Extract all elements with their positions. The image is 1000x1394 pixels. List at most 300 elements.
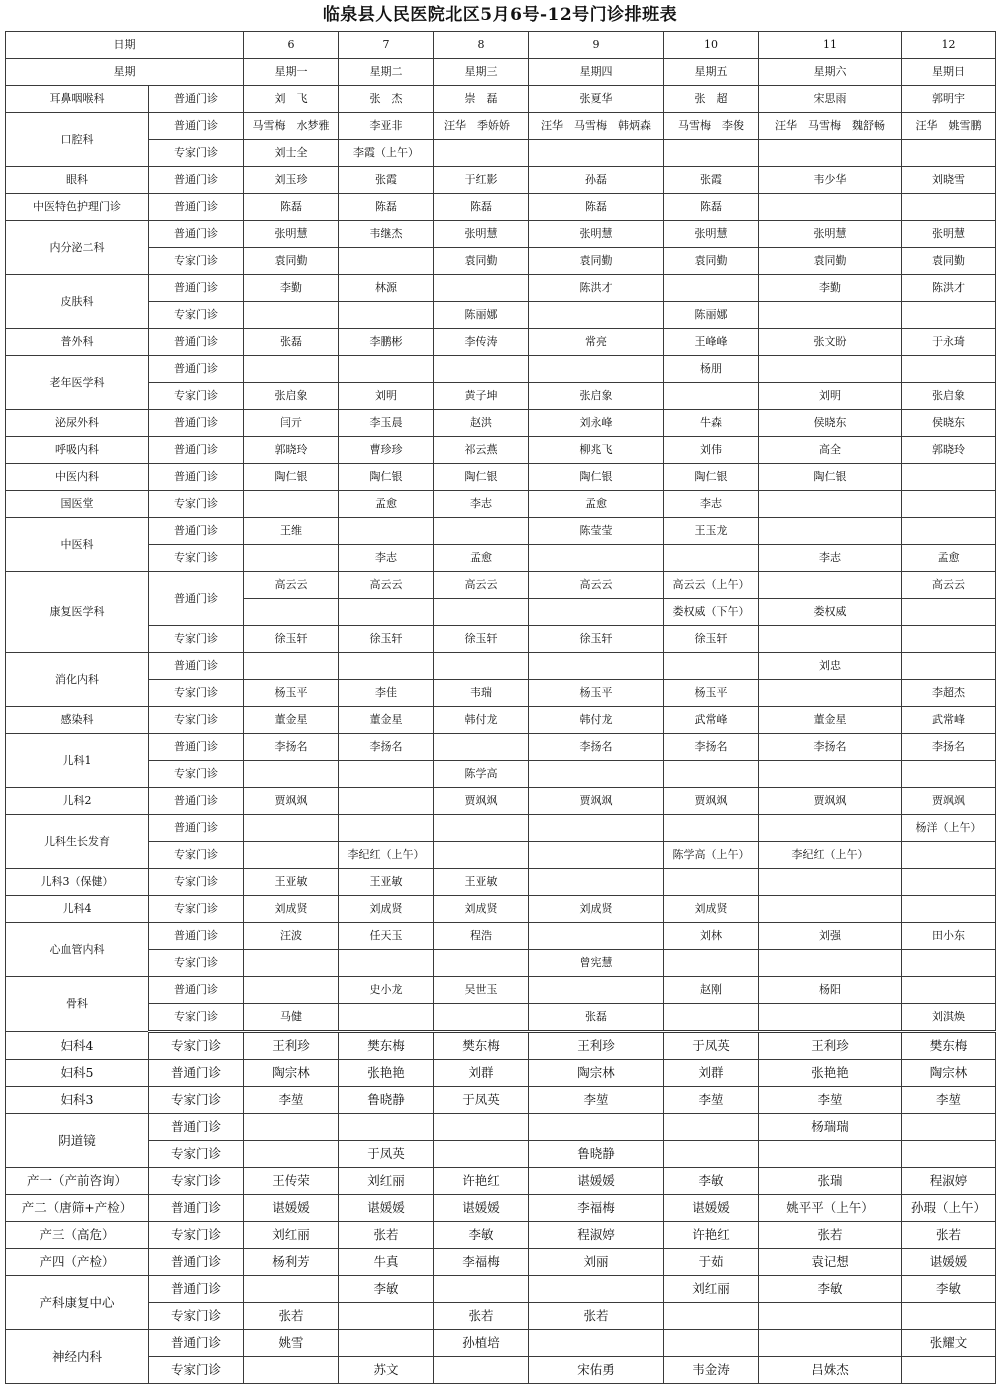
doctor-cell: 李敏	[664, 1168, 759, 1195]
weekday-cell: 星期五	[664, 59, 759, 86]
doctor-cell	[434, 1114, 529, 1141]
clinic-type-cell: 专家门诊	[149, 1141, 244, 1168]
doctor-cell: 崇 磊	[434, 86, 529, 113]
doctor-cell: 闫亓	[244, 410, 339, 437]
doctor-cell: 刘玉珍	[244, 167, 339, 194]
doctor-cell: 刘群	[434, 1060, 529, 1087]
doctor-cell: 张霞	[339, 167, 434, 194]
doctor-cell	[434, 734, 529, 761]
doctor-cell	[434, 1141, 529, 1168]
doctor-cell: 陈洪才	[529, 275, 664, 302]
doctor-cell: 吴世玉	[434, 977, 529, 1004]
doctor-cell: 张明慧	[664, 221, 759, 248]
doctor-cell	[529, 653, 664, 680]
schedule-row	[6, 464, 996, 491]
doctor-cell	[529, 977, 664, 1004]
doctor-cell: 徐玉轩	[664, 626, 759, 653]
weekday-cell: 星期六	[759, 59, 902, 86]
doctor-cell: 陶仁银	[759, 464, 902, 491]
doctor-cell	[529, 1276, 664, 1303]
doctor-cell	[244, 491, 339, 518]
doctor-cell	[339, 1004, 434, 1032]
doctor-cell: 孟愈	[529, 491, 664, 518]
clinic-type-cell: 专家门诊	[149, 869, 244, 896]
doctor-cell: 陶宗林	[529, 1060, 664, 1087]
schedule-row	[6, 707, 996, 734]
doctor-cell: 常亮	[529, 329, 664, 356]
doctor-cell: 李佳	[339, 680, 434, 707]
doctor-cell: 王利珍	[244, 1032, 339, 1060]
doctor-cell	[339, 815, 434, 842]
clinic-type-cell: 普通门诊	[149, 518, 244, 545]
weekday-label: 星期	[6, 59, 244, 86]
doctor-cell	[902, 518, 996, 545]
doctor-cell: 李扬名	[902, 734, 996, 761]
doctor-cell: 李堃	[902, 1087, 996, 1114]
doctor-cell	[434, 1004, 529, 1032]
doctor-cell	[759, 1004, 902, 1032]
doctor-cell: 李超杰	[902, 680, 996, 707]
clinic-type-cell: 普通门诊	[149, 734, 244, 761]
department-cell: 产四（产检）	[6, 1249, 149, 1276]
doctor-cell: 武常峰	[902, 707, 996, 734]
date-cell: 10	[664, 32, 759, 59]
doctor-cell: 李志	[339, 545, 434, 572]
doctor-cell: 马健	[244, 1004, 339, 1032]
doctor-cell: 于永琦	[902, 329, 996, 356]
doctor-cell	[902, 950, 996, 977]
department-cell: 产科康复中心	[6, 1276, 149, 1330]
doctor-cell: 李扬名	[529, 734, 664, 761]
doctor-cell: 程淑婷	[529, 1222, 664, 1249]
doctor-cell	[902, 1114, 996, 1141]
doctor-cell: 李志	[759, 545, 902, 572]
department-cell: 中医内科	[6, 464, 149, 491]
doctor-cell: 娄权威	[759, 599, 902, 626]
doctor-cell	[339, 1330, 434, 1357]
doctor-cell	[244, 599, 339, 626]
doctor-cell: 汪波	[244, 923, 339, 950]
weekday-cell: 星期日	[902, 59, 996, 86]
doctor-cell	[529, 869, 664, 896]
doctor-cell	[339, 950, 434, 977]
doctor-cell	[664, 869, 759, 896]
doctor-cell	[902, 761, 996, 788]
clinic-type-cell: 专家门诊	[149, 383, 244, 410]
doctor-cell	[434, 1276, 529, 1303]
doctor-cell: 王峰峰	[664, 329, 759, 356]
doctor-cell: 谌媛媛	[339, 1195, 434, 1222]
doctor-cell	[759, 950, 902, 977]
doctor-cell: 杨瑞瑞	[759, 1114, 902, 1141]
doctor-cell: 袁同勤	[902, 248, 996, 275]
department-cell: 皮肤科	[6, 275, 149, 329]
schedule-row	[6, 140, 996, 167]
doctor-cell: 陶仁银	[434, 464, 529, 491]
doctor-cell: 孙植培	[434, 1330, 529, 1357]
doctor-cell: 杨利芳	[244, 1249, 339, 1276]
doctor-cell	[664, 275, 759, 302]
doctor-cell: 李堃	[529, 1087, 664, 1114]
doctor-cell: 徐玉轩	[339, 626, 434, 653]
doctor-cell: 侯晓东	[759, 410, 902, 437]
doctor-cell: 于凤英	[434, 1087, 529, 1114]
doctor-cell	[902, 599, 996, 626]
doctor-cell	[759, 815, 902, 842]
doctor-cell	[902, 869, 996, 896]
doctor-cell: 孙瑕（上午）	[902, 1195, 996, 1222]
doctor-cell: 董金星	[339, 707, 434, 734]
doctor-cell	[434, 653, 529, 680]
doctor-cell: 张夏华	[529, 86, 664, 113]
doctor-cell: 张瑞	[759, 1168, 902, 1195]
doctor-cell: 刘红丽	[664, 1276, 759, 1303]
doctor-cell: 李纪红（上午）	[759, 842, 902, 869]
doctor-cell: 鲁晓静	[529, 1141, 664, 1168]
doctor-cell	[339, 788, 434, 815]
schedule-row	[6, 1303, 996, 1330]
department-cell: 妇科5	[6, 1060, 149, 1087]
clinic-type-cell: 普通门诊	[149, 1060, 244, 1087]
department-cell: 康复医学科	[6, 572, 149, 653]
page-title: 临泉县人民医院北区5月6号-12号门诊排班表	[322, 5, 678, 25]
clinic-type-cell: 专家门诊	[149, 1087, 244, 1114]
department-cell: 眼科	[6, 167, 149, 194]
schedule-row	[6, 86, 996, 113]
doctor-cell	[664, 1141, 759, 1168]
doctor-cell: 王利珍	[529, 1032, 664, 1060]
clinic-type-cell: 普通门诊	[149, 464, 244, 491]
doctor-cell: 谌媛媛	[244, 1195, 339, 1222]
doctor-cell: 牛森	[664, 410, 759, 437]
clinic-type-cell: 普通门诊	[149, 1276, 244, 1303]
doctor-cell: 汪华 马雪梅 韩炳森	[529, 113, 664, 140]
doctor-cell: 孟愈	[434, 545, 529, 572]
doctor-cell	[529, 599, 664, 626]
doctor-cell: 韩付龙	[529, 707, 664, 734]
doctor-cell	[759, 680, 902, 707]
date-cell: 9	[529, 32, 664, 59]
clinic-type-cell: 普通门诊	[149, 113, 244, 140]
doctor-cell: 杨阳	[759, 977, 902, 1004]
doctor-cell: 李敏	[339, 1276, 434, 1303]
doctor-cell: 李福梅	[434, 1249, 529, 1276]
doctor-cell: 李志	[434, 491, 529, 518]
department-cell: 阴道镜	[6, 1114, 149, 1168]
doctor-cell	[529, 140, 664, 167]
doctor-cell: 谌媛媛	[902, 1249, 996, 1276]
date-row	[6, 32, 996, 59]
doctor-cell: 徐玉轩	[434, 626, 529, 653]
doctor-cell: 杨玉平	[529, 680, 664, 707]
doctor-cell: 刘士全	[244, 140, 339, 167]
doctor-cell: 陈莹莹	[529, 518, 664, 545]
schedule-row	[6, 221, 996, 248]
doctor-cell	[434, 518, 529, 545]
doctor-cell: 于凤英	[664, 1032, 759, 1060]
doctor-cell	[434, 356, 529, 383]
doctor-cell: 柳兆飞	[529, 437, 664, 464]
doctor-cell: 刘伟	[664, 437, 759, 464]
doctor-cell: 徐玉轩	[244, 626, 339, 653]
clinic-type-cell: 普通门诊	[149, 1249, 244, 1276]
schedule-row	[6, 545, 996, 572]
doctor-cell: 于红影	[434, 167, 529, 194]
doctor-cell: 王传荣	[244, 1168, 339, 1195]
schedule-row	[6, 1276, 996, 1303]
clinic-type-cell: 普通门诊	[149, 653, 244, 680]
clinic-type-cell: 普通门诊	[149, 977, 244, 1004]
doctor-cell: 吕姝杰	[759, 1357, 902, 1384]
doctor-cell: 于茹	[664, 1249, 759, 1276]
doctor-cell	[902, 302, 996, 329]
doctor-cell	[664, 761, 759, 788]
doctor-cell	[759, 194, 902, 221]
doctor-cell	[664, 1303, 759, 1330]
department-cell: 中医特色护理门诊	[6, 194, 149, 221]
doctor-cell	[434, 599, 529, 626]
schedule-row	[6, 302, 996, 329]
doctor-cell: 曾宪慧	[529, 950, 664, 977]
clinic-type-cell: 专家门诊	[149, 707, 244, 734]
doctor-cell: 张霞	[664, 167, 759, 194]
doctor-cell	[759, 518, 902, 545]
doctor-cell: 郭晓玲	[902, 437, 996, 464]
clinic-type-cell: 专家门诊	[149, 140, 244, 167]
department-cell: 妇科3	[6, 1087, 149, 1114]
schedule-body	[6, 32, 996, 1384]
schedule-row	[6, 194, 996, 221]
doctor-cell: 韦少华	[759, 167, 902, 194]
date-cell: 11	[759, 32, 902, 59]
doctor-cell: 张艳艳	[759, 1060, 902, 1087]
doctor-cell: 李勤	[759, 275, 902, 302]
weekday-row	[6, 59, 996, 86]
doctor-cell	[759, 491, 902, 518]
doctor-cell	[244, 815, 339, 842]
doctor-cell: 王亚敏	[339, 869, 434, 896]
doctor-cell: 徐玉轩	[529, 626, 664, 653]
doctor-cell	[339, 248, 434, 275]
doctor-cell: 刘成贤	[244, 896, 339, 923]
department-cell: 骨科	[6, 977, 149, 1032]
doctor-cell: 刘强	[759, 923, 902, 950]
department-cell: 普外科	[6, 329, 149, 356]
doctor-cell: 陈洪才	[902, 275, 996, 302]
department-cell: 妇科4	[6, 1032, 149, 1060]
doctor-cell: 高云云（上午）	[664, 572, 759, 599]
doctor-cell	[902, 194, 996, 221]
doctor-cell	[244, 1357, 339, 1384]
doctor-cell	[664, 1004, 759, 1032]
weekday-cell: 星期一	[244, 59, 339, 86]
clinic-type-cell: 普通门诊	[149, 815, 244, 842]
doctor-cell: 袁同勤	[664, 248, 759, 275]
clinic-type-cell: 普通门诊	[149, 410, 244, 437]
doctor-cell: 刘忠	[759, 653, 902, 680]
doctor-cell: 李扬名	[339, 734, 434, 761]
date-cell: 12	[902, 32, 996, 59]
clinic-type-cell: 普通门诊	[149, 572, 244, 626]
doctor-cell	[434, 275, 529, 302]
schedule-table	[5, 31, 996, 1384]
department-cell: 产二（唐筛+产检）	[6, 1195, 149, 1222]
doctor-cell	[902, 626, 996, 653]
doctor-cell	[902, 1141, 996, 1168]
doctor-cell: 许艳红	[664, 1222, 759, 1249]
doctor-cell: 宋佑勇	[529, 1357, 664, 1384]
doctor-cell	[434, 950, 529, 977]
department-cell: 产三（高危）	[6, 1222, 149, 1249]
doctor-cell: 陈学高	[434, 761, 529, 788]
doctor-cell	[339, 653, 434, 680]
doctor-cell	[529, 815, 664, 842]
doctor-cell	[902, 356, 996, 383]
schedule-row	[6, 788, 996, 815]
doctor-cell	[434, 140, 529, 167]
doctor-cell: 任天玉	[339, 923, 434, 950]
doctor-cell: 刘成贤	[664, 896, 759, 923]
doctor-cell: 董金星	[244, 707, 339, 734]
doctor-cell	[244, 977, 339, 1004]
doctor-cell: 李扬名	[664, 734, 759, 761]
schedule-row	[6, 1087, 996, 1114]
schedule-row	[6, 410, 996, 437]
department-cell: 内分泌二科	[6, 221, 149, 275]
doctor-cell	[759, 761, 902, 788]
clinic-type-cell: 专家门诊	[149, 680, 244, 707]
clinic-type-cell: 专家门诊	[149, 302, 244, 329]
doctor-cell: 樊东梅	[902, 1032, 996, 1060]
doctor-cell: 高云云	[434, 572, 529, 599]
doctor-cell: 袁同勤	[529, 248, 664, 275]
doctor-cell: 高云云	[244, 572, 339, 599]
doctor-cell: 刘成贤	[434, 896, 529, 923]
doctor-cell	[902, 464, 996, 491]
doctor-cell: 王维	[244, 518, 339, 545]
clinic-type-cell: 专家门诊	[149, 248, 244, 275]
clinic-type-cell: 普通门诊	[149, 923, 244, 950]
doctor-cell: 张若	[339, 1222, 434, 1249]
doctor-cell: 贾飒飒	[244, 788, 339, 815]
schedule-row	[6, 869, 996, 896]
doctor-cell: 张耀文	[902, 1330, 996, 1357]
clinic-type-cell: 普通门诊	[149, 329, 244, 356]
schedule-row	[6, 1222, 996, 1249]
doctor-cell	[664, 950, 759, 977]
doctor-cell: 贾飒飒	[529, 788, 664, 815]
clinic-type-cell: 普通门诊	[149, 437, 244, 464]
doctor-cell: 刘淇焕	[902, 1004, 996, 1032]
doctor-cell	[244, 653, 339, 680]
doctor-cell	[529, 1114, 664, 1141]
doctor-cell: 杨玉平	[664, 680, 759, 707]
schedule-row	[6, 680, 996, 707]
doctor-cell: 张启象	[902, 383, 996, 410]
clinic-type-cell: 专家门诊	[149, 761, 244, 788]
doctor-cell	[529, 302, 664, 329]
doctor-cell: 李敏	[902, 1276, 996, 1303]
doctor-cell	[244, 356, 339, 383]
schedule-row	[6, 113, 996, 140]
doctor-cell	[529, 923, 664, 950]
clinic-type-cell: 专家门诊	[149, 896, 244, 923]
department-cell: 儿科4	[6, 896, 149, 923]
doctor-cell: 李敏	[759, 1276, 902, 1303]
doctor-cell: 孟愈	[902, 545, 996, 572]
doctor-cell: 李堃	[244, 1087, 339, 1114]
doctor-cell	[339, 302, 434, 329]
doctor-cell	[759, 302, 902, 329]
clinic-type-cell: 普通门诊	[149, 167, 244, 194]
doctor-cell: 陶仁银	[529, 464, 664, 491]
doctor-cell: 刘永峰	[529, 410, 664, 437]
doctor-cell	[244, 842, 339, 869]
doctor-cell: 汪华 马雪梅 魏舒畅	[759, 113, 902, 140]
doctor-cell	[434, 842, 529, 869]
doctor-cell: 张启象	[529, 383, 664, 410]
schedule-row	[6, 1357, 996, 1384]
doctor-cell: 王亚敏	[434, 869, 529, 896]
schedule-row	[6, 572, 996, 599]
doctor-cell: 韦继杰	[339, 221, 434, 248]
doctor-cell: 李扬名	[244, 734, 339, 761]
doctor-cell	[902, 491, 996, 518]
doctor-cell: 张磊	[529, 1004, 664, 1032]
schedule-row	[6, 923, 996, 950]
doctor-cell	[902, 977, 996, 1004]
doctor-cell: 李堃	[759, 1087, 902, 1114]
clinic-type-cell: 专家门诊	[149, 491, 244, 518]
clinic-type-cell: 专家门诊	[149, 842, 244, 869]
doctor-cell: 黄子坤	[434, 383, 529, 410]
department-cell: 中医科	[6, 518, 149, 572]
doctor-cell	[244, 950, 339, 977]
doctor-cell: 张明慧	[902, 221, 996, 248]
doctor-cell	[664, 383, 759, 410]
doctor-cell: 侯晓东	[902, 410, 996, 437]
doctor-cell: 陈丽娜	[664, 302, 759, 329]
doctor-cell	[339, 599, 434, 626]
doctor-cell: 董金星	[759, 707, 902, 734]
doctor-cell	[759, 1141, 902, 1168]
schedule-row	[6, 383, 996, 410]
doctor-cell: 曹珍珍	[339, 437, 434, 464]
doctor-cell: 陶仁银	[244, 464, 339, 491]
doctor-cell	[759, 572, 902, 599]
doctor-cell	[902, 842, 996, 869]
doctor-cell	[434, 1357, 529, 1384]
doctor-cell: 张若	[434, 1303, 529, 1330]
schedule-row	[6, 248, 996, 275]
doctor-cell: 马雪梅 李俊	[664, 113, 759, 140]
doctor-cell: 陈丽娜	[434, 302, 529, 329]
doctor-cell: 高云云	[529, 572, 664, 599]
doctor-cell: 韦瑞	[434, 680, 529, 707]
doctor-cell: 张若	[244, 1303, 339, 1330]
doctor-cell: 刘 飞	[244, 86, 339, 113]
clinic-type-cell: 普通门诊	[149, 1195, 244, 1222]
clinic-type-cell: 普通门诊	[149, 1114, 244, 1141]
weekday-cell: 星期四	[529, 59, 664, 86]
doctor-cell: 张明慧	[759, 221, 902, 248]
doctor-cell: 刘明	[339, 383, 434, 410]
clinic-type-cell: 普通门诊	[149, 86, 244, 113]
doctor-cell: 张明慧	[434, 221, 529, 248]
doctor-cell: 张艳艳	[339, 1060, 434, 1087]
schedule-row	[6, 842, 996, 869]
doctor-cell: 牛真	[339, 1249, 434, 1276]
